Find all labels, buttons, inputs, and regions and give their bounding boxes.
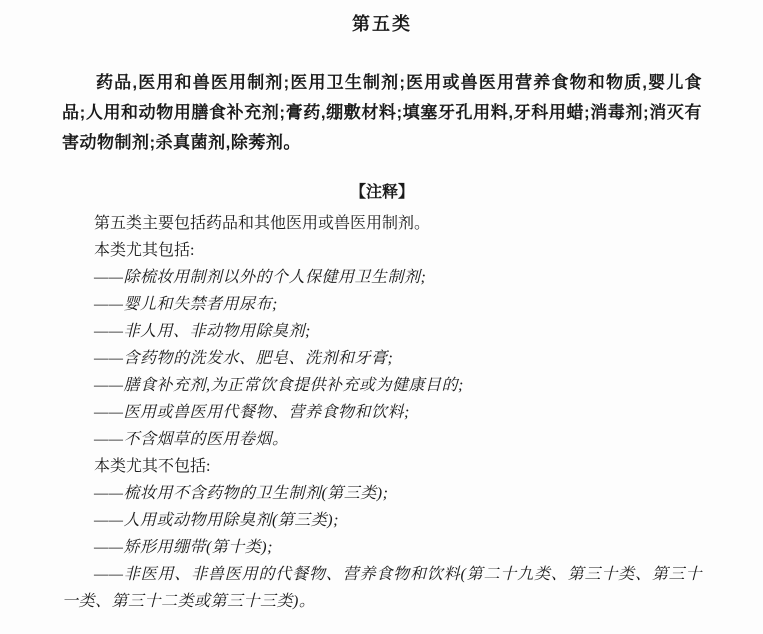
includes-item: ——含药物的洗发水、肥皂、洗剂和牙膏; [94, 350, 394, 367]
includes-item: ——膳食补充剂,为正常饮食提供补充或为健康目的; [94, 377, 464, 394]
includes-item: ——除梳妆用制剂以外的个人保健用卫生制剂; [94, 269, 427, 286]
excludes-item: ——矫形用绷带(第十类); [94, 539, 273, 556]
page-title: 第五类 [352, 14, 412, 34]
excludes-item: ——人用或动物用除臭剂(第三类); [94, 512, 339, 529]
notes-summary: 第五类主要包括药品和其他医用或兽医用制剂。 [94, 215, 431, 232]
includes-item: ——医用或兽医用代餐物、营养食物和饮料; [94, 404, 410, 421]
class-heading-paragraph: 药品,医用和兽医用制剂;医用卫生制剂;医用或兽医用营养食物和物质,婴儿食品;人用和动物用膳食补充剂;膏药,绷敷材料;填塞牙孔用料,牙科用蜡;消毒剂;消灭有害动物制剂;杀真菌剂,除莠剂。 [62, 73, 702, 152]
includes-item: ——婴儿和失禁者用尿布; [94, 296, 278, 313]
notes-section-header: 【注释】 [349, 184, 414, 201]
includes-item: ——非人用、非动物用除臭剂; [94, 323, 311, 340]
includes-label: 本类尤其包括: [94, 242, 195, 259]
excludes-item: ——非医用、非兽医用的代餐物、营养食物和饮料(第二十九类、第三十类、第三十一类、第三十二类或第三十三类)。 [62, 566, 702, 610]
excludes-item: ——梳妆用不含药物的卫生制剂(第三类); [94, 485, 389, 502]
excludes-label: 本类尤其不包括: [94, 458, 211, 475]
includes-item: ——不含烟草的医用卷烟。 [94, 431, 289, 448]
